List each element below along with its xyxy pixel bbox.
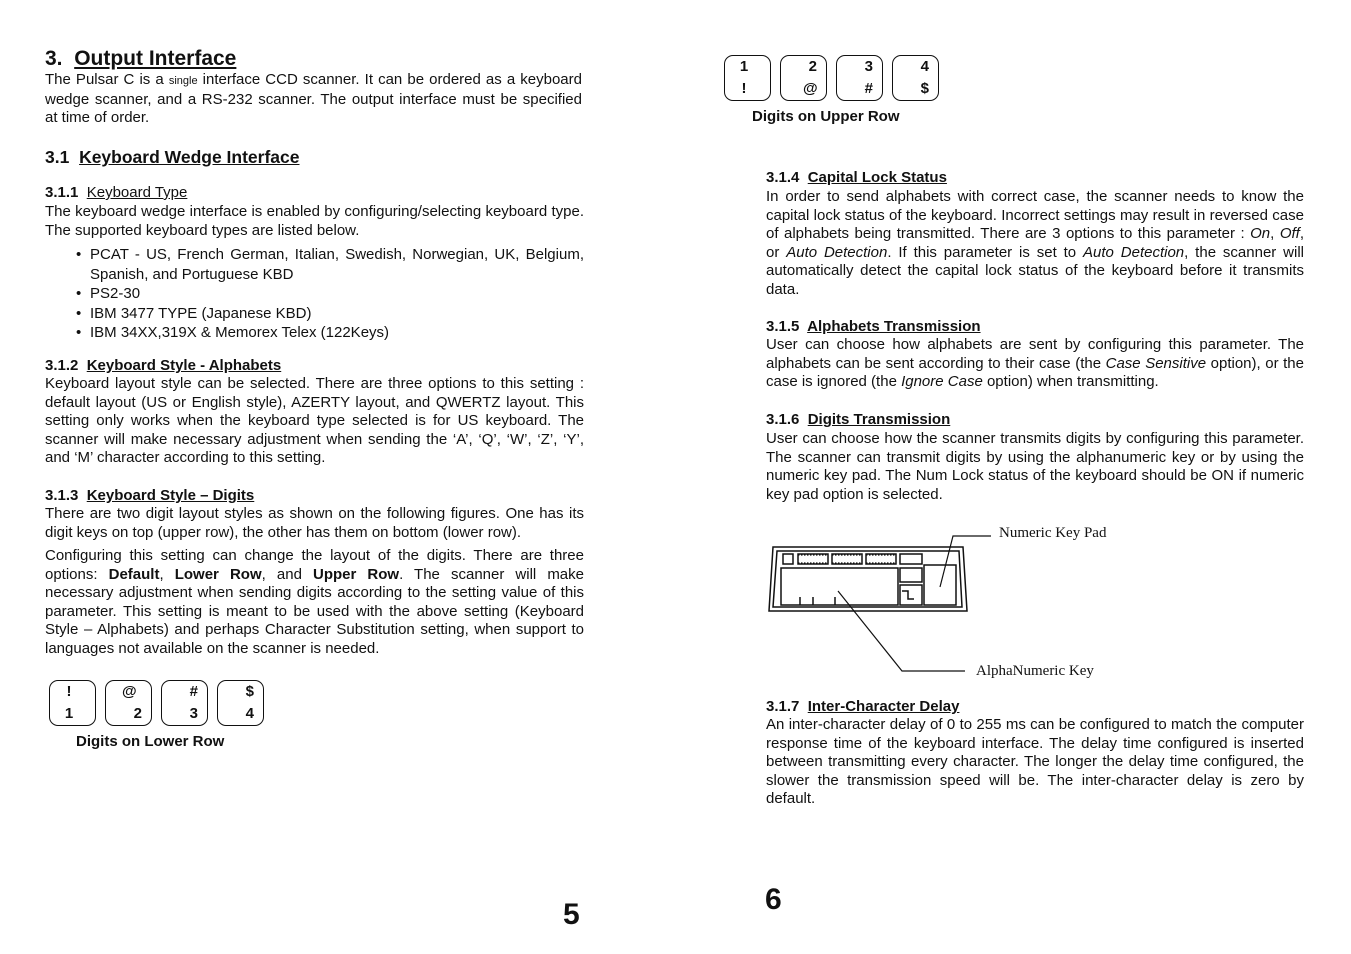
text: , the scanner will automatically detect the capital lock status of the keyboard before it transmits data.	[766, 243, 1304, 298]
text: Configuring this setting can change the layout of the digits. There are three options:	[45, 547, 584, 583]
heading-title: Keyboard Style - Alphabets	[86, 357, 282, 374]
heading-title: Keyboard Style – Digits	[86, 487, 255, 504]
key-top-char: !	[66, 683, 72, 700]
list-item-text: PS2-30	[90, 285, 141, 302]
keyboard-type-paragraph: The keyboard wedge interface is enabled by configuring/selecting keyboard type. The supported keyboard types are listed below.	[45, 203, 584, 239]
key-1	[724, 55, 771, 101]
text: ,	[1270, 225, 1280, 242]
heading-3-1-1	[45, 184, 187, 201]
text: option), or the case is ignored (the	[766, 354, 1304, 390]
digits-paragraph-1: There are two digit layout styles as shown on the following figures. One has its digit keys on top (upper row), the other has them on bottom (lower row).	[45, 505, 584, 541]
key-bottom-char: !	[741, 80, 747, 97]
key-top-char: $	[245, 683, 254, 700]
key-bottom-char: 2	[133, 705, 142, 722]
list-item-text: IBM 3477 TYPE (Japanese KBD)	[90, 304, 312, 322]
key-bottom-char: $	[920, 80, 929, 97]
text: option) when transmitting.	[982, 373, 1159, 390]
option-default: Default	[108, 565, 160, 583]
key-top-char: 3	[864, 58, 873, 75]
list-item-text: PCAT - US, French German, Italian, Swedish, Norwegian, UK, Belgium, Spanish, and Portuguese KBD	[90, 246, 584, 283]
heading-3-1-4	[766, 169, 947, 186]
text: , and	[261, 565, 313, 583]
section-title: Output Interface	[74, 47, 237, 70]
key-bottom-char: 3	[189, 705, 198, 722]
key-top-char: @	[122, 683, 137, 700]
heading-number: 3.1.4	[766, 169, 800, 186]
heading-number: 3.1.3	[45, 487, 79, 504]
key-4	[217, 680, 264, 726]
key-2	[780, 55, 827, 101]
digits-transmission-paragraph: User can choose how the scanner transmits digits by configuring this parameter. The scanner can transmit digits by using the alphanumeric key or by using the numeric key pad. The Num Lock status of the keyboard should be ON if numeric key pad option is selected.	[766, 430, 1304, 503]
key-top-char: #	[189, 683, 198, 700]
key-bottom-char: 4	[245, 705, 254, 722]
list-item	[45, 245, 584, 284]
key-3	[161, 680, 208, 726]
heading-3-1-7	[766, 698, 959, 715]
key-1	[49, 680, 96, 726]
key-3	[836, 55, 883, 101]
section-heading-3-1	[45, 147, 300, 168]
page-number-right: 6	[765, 883, 782, 916]
heading-title: Inter-Character Delay	[807, 698, 960, 715]
heading-3-1-2	[45, 357, 281, 374]
heading-title: Alphabets Transmission	[807, 318, 981, 335]
heading-3-1-3	[45, 487, 254, 504]
option-upper-row: Upper Row	[313, 565, 400, 583]
section-heading-3	[45, 47, 236, 71]
option-ignore-case: Ignore Case	[901, 373, 983, 390]
alphanumeric-key-label: AlphaNumeric Key	[976, 663, 1094, 679]
subsection-title: Keyboard Wedge Interface	[79, 147, 300, 167]
intro-text-1: The Pulsar C is a	[45, 71, 169, 88]
text: . The scanner will make necessary adjustment when sending digits according to the setting value of this parameter. This setting is meant to be used with the above setting (Keyboard Style – Alphabets) and perhaps Character Substitution setting, when support to languages not available on the scanner is needed.	[45, 565, 584, 657]
key-4	[892, 55, 939, 101]
text: User can choose how alphabets are sent by configuring this parameter. The alphabets can be sent according to their case (the	[766, 336, 1304, 372]
text: . If this parameter is set to	[887, 243, 1084, 261]
bullet: •	[76, 304, 82, 322]
lower-row-keys	[49, 680, 264, 726]
option-on: On	[1250, 225, 1271, 242]
heading-number: 3.1.7	[766, 698, 800, 715]
keyboard-diagram	[765, 525, 1130, 685]
option-auto: Auto Detection	[1083, 243, 1185, 261]
list-item	[45, 323, 584, 343]
intro-small-text: single	[168, 75, 198, 87]
capital-lock-paragraph	[766, 188, 1304, 299]
option-case-sensitive: Case Sensitive	[1105, 354, 1207, 372]
upper-row-keys	[724, 55, 939, 101]
text: In order to send alphabets with correct case, the scanner needs to know the capital lock status of the keyboard. Incorrect settings may result in reversed case of alphabets being transmitted. There are 3 options to this parameter :	[766, 188, 1304, 242]
key-bottom-char: @	[803, 80, 818, 97]
key-bottom-char: 1	[64, 705, 74, 722]
heading-number: 3.1.5	[766, 318, 800, 335]
subsection-number: 3.1	[45, 147, 70, 167]
key-top-char: 1	[739, 58, 749, 75]
key-top-char: 2	[808, 58, 817, 75]
intro-paragraph	[45, 71, 582, 128]
upper-row-caption: Digits on Upper Row	[752, 108, 900, 125]
heading-3-1-6	[766, 411, 950, 428]
intro-text-2: interface CCD scanner. It can be ordered as a keyboard wedge scanner, and a RS-232 scanner. The output interface must be specified at time of order.	[45, 71, 582, 126]
lower-row-caption: Digits on Lower Row	[76, 733, 225, 750]
inter-character-delay-paragraph: An inter-character delay of 0 to 255 ms can be configured to match the computer response time of the keyboard interface. The delay time configured is inserted between transmitting every character. The longer the delay time configured, the slower the transmission speed will be. The inter-character delay is zero by default.	[766, 716, 1304, 807]
option-auto: Auto Detection	[786, 243, 888, 261]
section-number: 3.	[45, 47, 63, 70]
text: ,	[159, 565, 175, 583]
option-off: Off	[1279, 225, 1300, 242]
heading-title: Keyboard Type	[86, 184, 188, 201]
heading-title: Digits Transmission	[807, 411, 951, 428]
bullet: •	[76, 285, 82, 302]
heading-3-1-5	[766, 318, 981, 335]
key-2	[105, 680, 152, 726]
heading-number: 3.1.6	[766, 411, 800, 428]
option-lower-row: Lower Row	[174, 565, 262, 583]
key-bottom-char: #	[864, 80, 873, 97]
list-item-text: IBM 34XX,319X & Memorex Telex (122Keys)	[90, 324, 390, 341]
numeric-keypad-label: Numeric Key Pad	[999, 525, 1107, 541]
heading-number: 3.1.1	[45, 184, 79, 201]
list-item	[45, 284, 584, 304]
bullet: •	[76, 324, 82, 341]
heading-number: 3.1.2	[45, 357, 79, 374]
alphabets-transmission-paragraph	[766, 336, 1304, 392]
keyboard-style-alphabets-paragraph: Keyboard layout style can be selected. There are three options to this setting : default layout (US or English style), AZERTY layout, and QWERTZ layout. This setting only works when the keyboard type selected is for US keyboard. The scanner will make necessary adjustment when sending the ‘A’, ‘Q’, ‘W’, ‘Z’, ‘Y’, and ‘M’ character according to this setting.	[45, 375, 584, 466]
page-number-left: 5	[563, 898, 580, 931]
bullet: •	[76, 246, 82, 263]
text: , or	[766, 225, 1304, 261]
key-top-char: 4	[920, 58, 929, 75]
digits-paragraph-2	[45, 547, 584, 658]
heading-title: Capital Lock Status	[807, 169, 947, 186]
keyboard-type-list	[45, 245, 584, 343]
list-item	[45, 304, 584, 324]
